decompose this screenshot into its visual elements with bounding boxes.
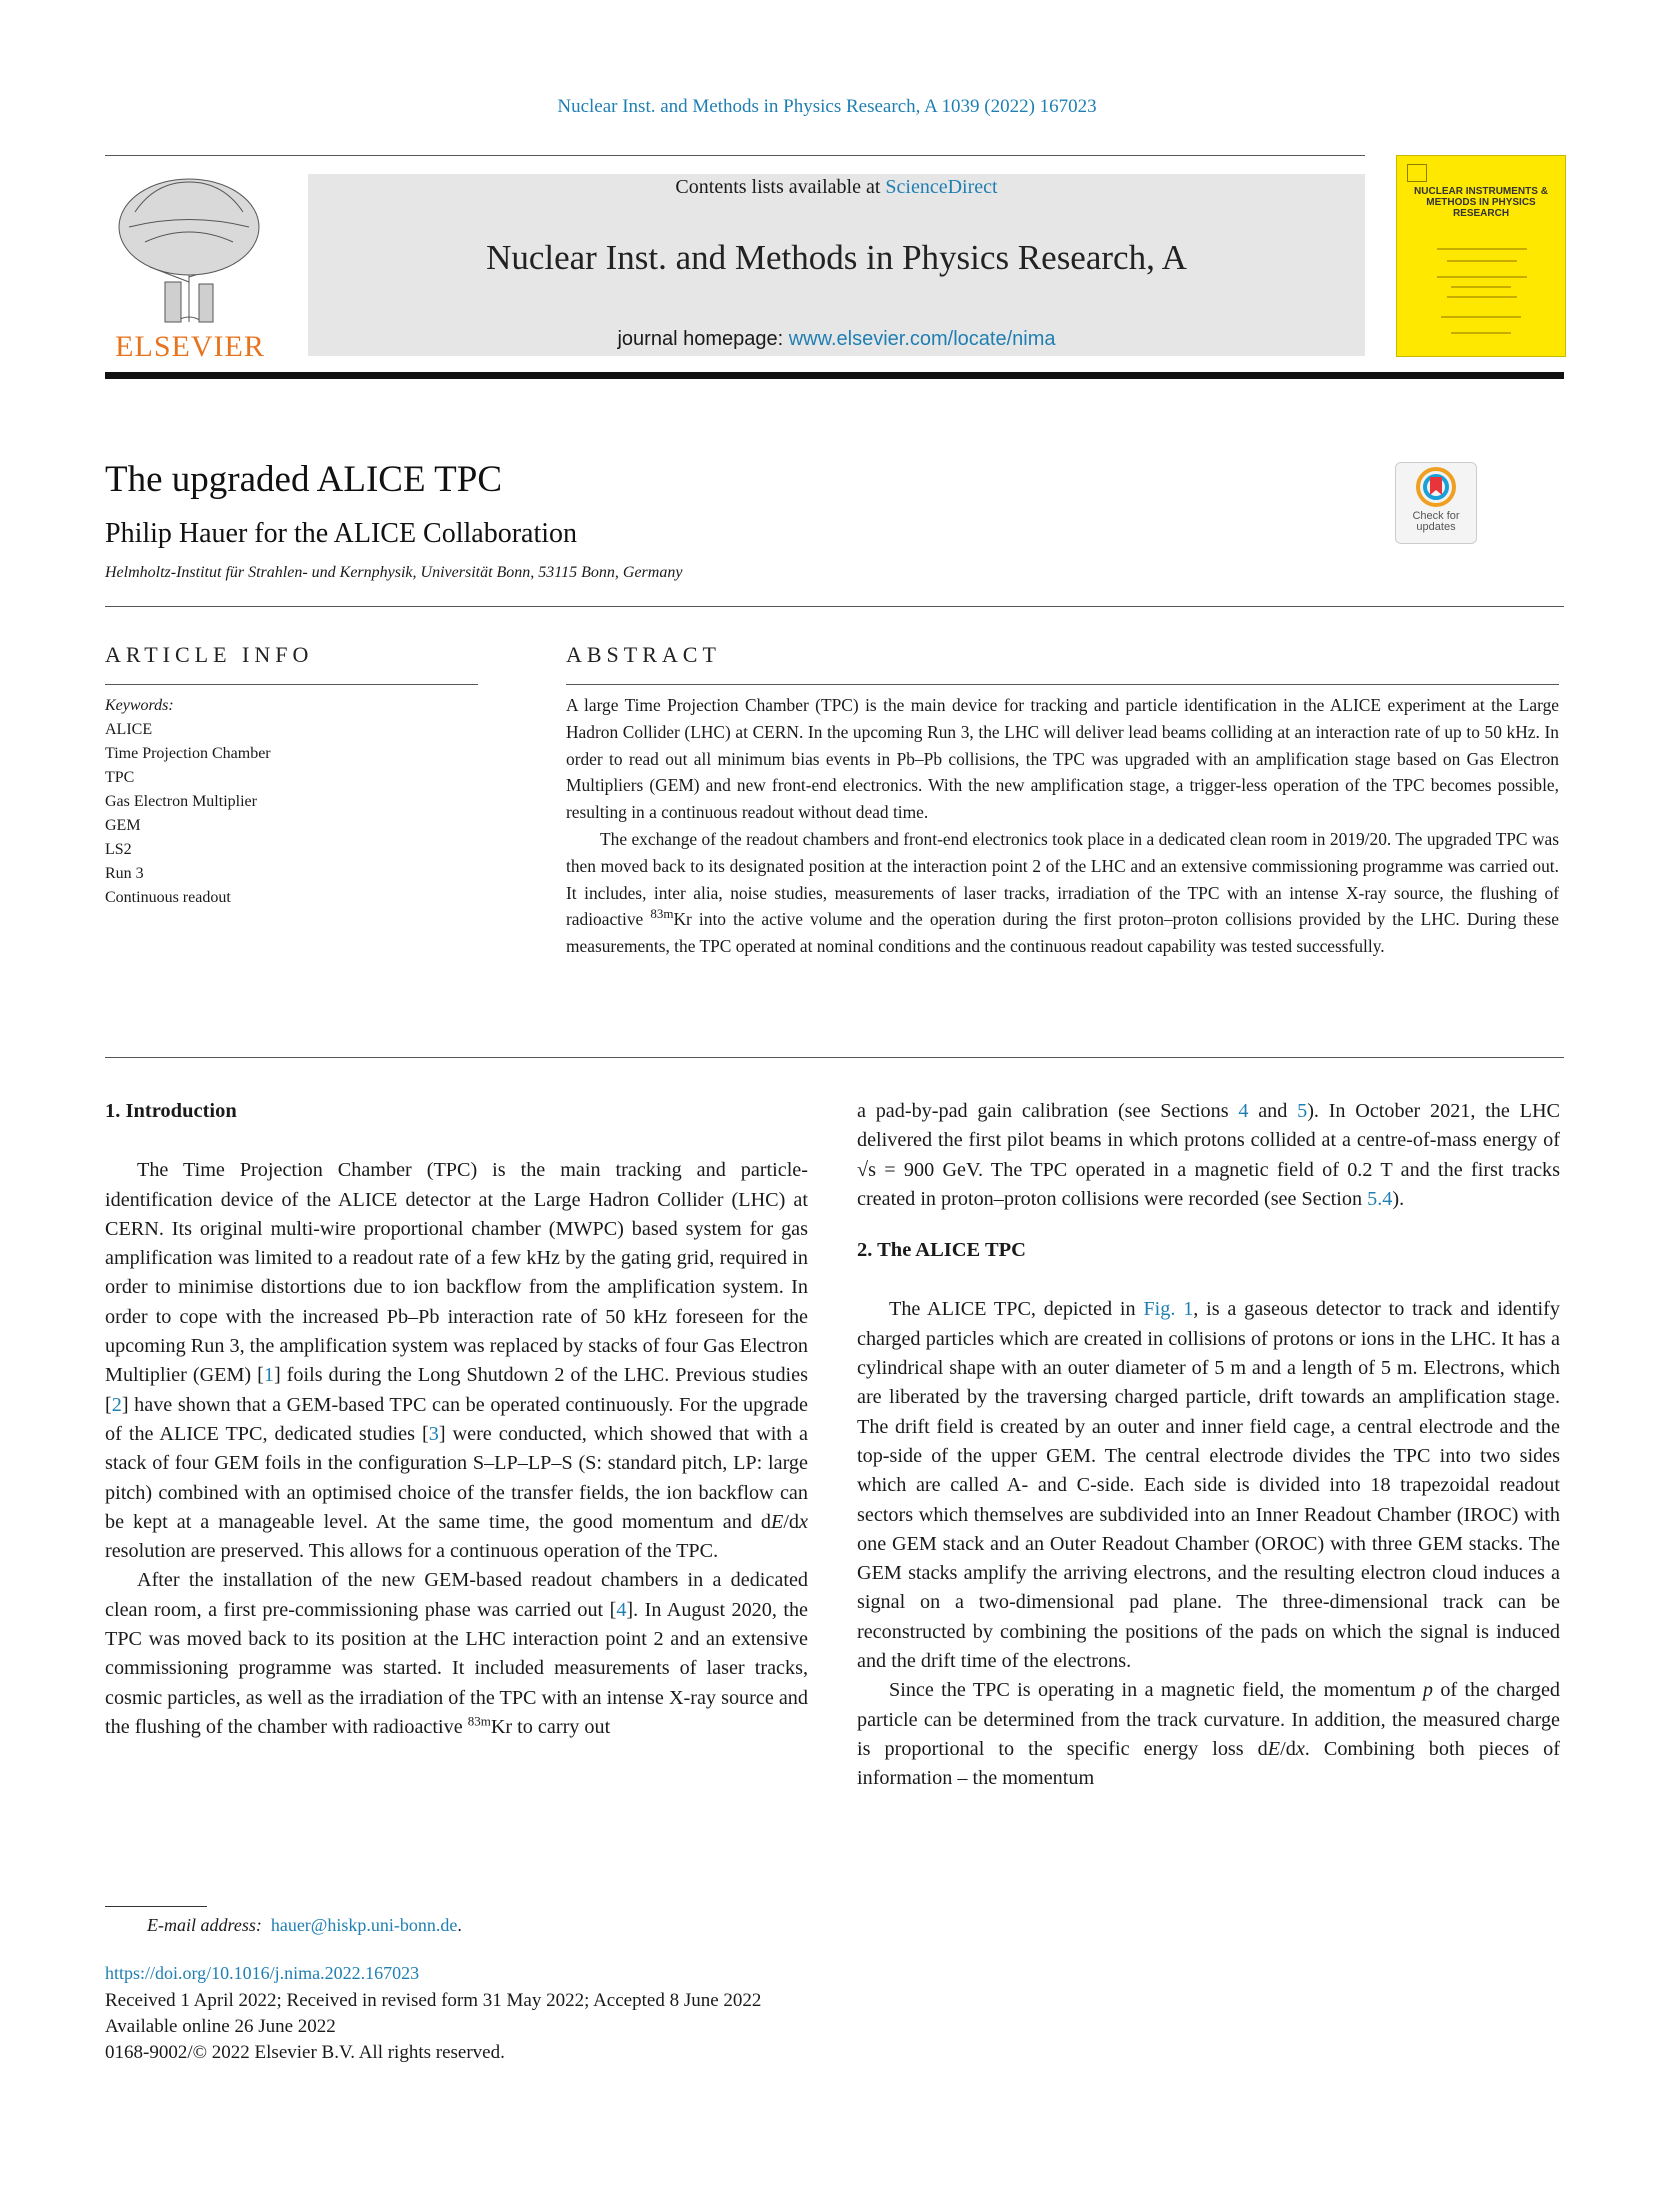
section-heading: 1. Introduction <box>105 1100 237 1122</box>
keywords-block <box>105 694 271 910</box>
math-variable: E <box>770 1510 784 1533</box>
body-column-left <box>105 1097 808 1742</box>
text-run: The ALICE TPC, depicted in <box>889 1298 1144 1321</box>
citation-link[interactable]: 3 <box>428 1422 439 1445</box>
text-run: ] were conducted, which showed that with a stack of four GEM foils in the configuration S–LP–LP–S (S: standard pitch, LP: large pitch) combined with an optimised choice of the transfer fields, the ion backflow can be kept at a manageable level. At the same time, the good momentum and d <box>105 1422 808 1533</box>
keyword-item: Gas Electron Multiplier <box>105 793 257 810</box>
text-run: ] have shown that a GEM-based TPC can be operated continuously. For the upgrade of the ALICE TPC, dedicated studies [ <box>105 1393 808 1445</box>
keyword-item: Run 3 <box>105 865 144 882</box>
section-link[interactable]: 5 <box>1297 1100 1308 1122</box>
text-run: Since the TPC is operating in a magnetic field, the momentum <box>889 1679 1423 1702</box>
section-heading: 2. The ALICE TPC <box>857 1239 1026 1262</box>
body-paragraph <box>857 1676 1560 1793</box>
abstract-heading: ABSTRACT <box>566 642 721 667</box>
math-variable: p <box>1422 1679 1433 1702</box>
article-info-rule <box>105 684 478 685</box>
body-column-right <box>857 1097 1560 1794</box>
text-run: Kr to carry out <box>490 1715 611 1738</box>
math-variable: x <box>1295 1737 1305 1760</box>
text-run: The Time Projection Chamber (TPC) is the main tracking and particle-identification device of the ALICE detector at the Large Hadron Collider (LHC) at CERN. Its original multi-wire proportional chamber (MWPC) based system for gas amplification was limited to a readout rate of a few kHz by the gating grid, required in order to minimise distortions due to ion backflow from the amplification system. In order to cope with the increased Pb–Pb interaction rate of 50 kHz foreseen for the upcoming Run 3, the amplification system was replaced by stacks of four Gas Electron Multiplier (GEM) [ <box>105 1159 809 1387</box>
author-line[interactable]: Philip Hauer for the ALICE Collaboration <box>105 518 578 549</box>
text-run: resolution are preserved. This allows for a continuous operation of the TPC. <box>105 1540 719 1563</box>
section-link[interactable]: 4 <box>1238 1100 1249 1122</box>
cover-line <box>1441 316 1521 318</box>
abstract-text-run: The exchange of the readout chambers and front-end electronics took place in a dedicated clean room in 2019/20. The upgraded TPC was then moved back to its designated position at the interaction point 2 of the LHC and an extensive commissioning programme was carried out. It includes, inter alia, noise studies, measurements of laser tracks, irradiation of the TPC with an intense X-ray source, the flushing of radioactive <box>566 828 1559 930</box>
isotope-superscript: 83m <box>650 906 674 922</box>
keyword-item: Continuous readout <box>105 889 231 906</box>
section-link[interactable]: 5.4 <box>1367 1187 1393 1210</box>
email-footnote <box>147 1915 462 1936</box>
check-updates-label: Check for updates <box>1412 510 1460 533</box>
keyword-item: TPC <box>105 769 135 786</box>
received-dates: Received 1 April 2022; Received in revised form 31 May 2022; Accepted 8 June 2022 <box>105 1990 762 2011</box>
email-link[interactable]: hauer@hiskp.uni-bonn.de <box>270 1915 458 1935</box>
cover-line <box>1451 286 1511 288</box>
available-online: Available online 26 June 2022 <box>105 2016 336 2037</box>
text-run: /d <box>783 1510 800 1533</box>
homepage-line <box>308 328 1365 351</box>
footnote-rule <box>105 1906 207 1907</box>
abstract-rule <box>566 684 1559 685</box>
text-run: a pad-by-pad gain calibration (see Sections <box>857 1100 1239 1122</box>
cover-line <box>1437 248 1527 250</box>
text-run: ]. In August 2020, the TPC was moved back to its position at the LHC interaction point 2 and an extensive commissioning programme was started. It included measurements of laser tracks, cosmic particles, as well as the irradiation of the TPC with an intense X-ray source and the flushing of the chamber with radioactive <box>105 1598 808 1738</box>
cover-line <box>1437 276 1527 278</box>
citation-link[interactable]: 1 <box>263 1364 274 1387</box>
email-end: . <box>457 1915 462 1935</box>
homepage-prefix: journal homepage: <box>617 328 789 350</box>
cover-line <box>1451 332 1511 334</box>
header-thick-rule <box>105 372 1564 379</box>
contents-prefix: Contents lists available at <box>675 176 886 198</box>
text-run: ). In October 2021, the LHC delivered the first pilot beams in which protons collided at a centre-of-mass energy of <box>857 1100 1560 1152</box>
text-run: of the charged particle can be determined from the track curvature. In addition, the measured charge is proportional to the specific energy loss d <box>857 1679 1561 1760</box>
body-paragraph <box>857 1097 1560 1214</box>
cover-line <box>1447 260 1517 262</box>
text-run: . Combining both pieces of information – the momentum <box>857 1737 1560 1790</box>
keyword-item: GEM <box>105 817 141 834</box>
abstract-text <box>566 692 1559 960</box>
cover-title: NUCLEAR INSTRUMENTS & METHODS IN PHYSICS RESEARCH <box>1414 186 1548 219</box>
check-for-updates-badge[interactable] <box>1395 462 1477 544</box>
body-paragraph <box>105 1156 808 1566</box>
abstract-paragraph: A large Time Projection Chamber (TPC) is the main device for tracking and particle identification in the ALICE experiment at the Large Hadron Collider (LHC) at CERN. In the upcoming Run 3, the LHC will deliver lead beams colliding at an interaction rate of up to 50 kHz. In order to read out all minimum bias events in Pb–Pb collisions, the TPC was upgraded with an amplification stage based on Gas Electron Multipliers (GEM) and new front-end electronics. With the new amplification stage, a trigger-less operation of the TPC becomes possible, resulting in a continuous readout without dead time. <box>566 695 1559 823</box>
keywords-label: Keywords: <box>105 697 174 714</box>
article-info-heading: ARTICLE INFO <box>105 642 314 667</box>
affiliation: Helmholtz-Institut für Strahlen- und Kernphysik, Universität Bonn, 53115 Bonn, Germany <box>105 564 683 581</box>
email-label: E-mail address: <box>147 1915 262 1935</box>
text-run: and <box>1248 1100 1298 1122</box>
text-run: . The TPC operated in a magnetic field of 0.2 T and the first tracks created in proton–proton collisions were recorded (see Section <box>857 1158 1560 1210</box>
journal-reference[interactable]: Nuclear Inst. and Methods in Physics Research, A 1039 (2022) 167023 <box>557 96 1097 117</box>
journal-name: Nuclear Inst. and Methods in Physics Research, A <box>486 238 1187 277</box>
keyword-item: Time Projection Chamber <box>105 745 271 762</box>
text-run: ] foils during the Long Shutdown 2 of the LHC. Previous studies [ <box>105 1364 808 1416</box>
title-bottom-rule <box>105 606 1564 607</box>
sciencedirect-link[interactable]: ScienceDirect <box>885 176 998 198</box>
text-run: After the installation of the new GEM-based readout chambers in a dedicated clean room, a first pre-commissioning phase was carried out [ <box>105 1569 808 1621</box>
elsevier-wordmark: ELSEVIER <box>115 330 265 363</box>
text-run: , is a gaseous detector to track and identify charged particles which are created in collisions of protons or ions in the LHC. It has a cylindrical shape with an outer diameter of 5 m and a length of 5 m. Electrons, which are liberated by the traversing charged particle, drift towards an amplification stage. The drift field is created by an outer and inner field cage, a central electrode and the top-side of the upper GEM. The central electrode divides the TPC into two sides which are called A- and C-side. Each side is divided into 18 trapezoidal readout sectors which themselves are subdivided into an Inner Readout Chamber (IROC) with one GEM stack and an Outer Readout Chamber (OROC) with three GEM stacks. The GEM stacks amplify the arriving electrons, and the resulting electron cloud induces a signal on a two-dimensional pad plane. The three-dimensional track can be reconstructed by combining the positions of the pads on which the signal is induced and the drift time of the electrons. <box>857 1298 1560 1673</box>
keyword-item: ALICE <box>105 721 153 738</box>
isotope-superscript: 83m <box>467 1713 491 1729</box>
cover-line <box>1447 296 1517 298</box>
doi-link[interactable]: https://doi.org/10.1016/j.nima.2022.167023 <box>105 1963 420 1983</box>
figure-link[interactable]: Fig. 1 <box>1143 1298 1194 1321</box>
copyright-line: 0168-9002/© 2022 Elsevier B.V. All rights reserved. <box>105 2042 505 2063</box>
abstract-bottom-rule <box>105 1057 1564 1058</box>
homepage-link[interactable]: www.elsevier.com/locate/nima <box>788 328 1056 350</box>
text-run: /d <box>1280 1737 1296 1760</box>
abstract-paragraph <box>566 826 1559 960</box>
keyword-item: LS2 <box>105 841 132 858</box>
cover-logo-icon <box>1407 164 1427 182</box>
text-run: ). <box>1392 1187 1405 1210</box>
contents-line <box>308 176 1365 199</box>
body-paragraph <box>105 1566 808 1742</box>
math-variable: x <box>799 1510 808 1533</box>
body-paragraph <box>857 1295 1560 1676</box>
journal-cover-thumbnail[interactable] <box>1396 155 1566 357</box>
bookmark-ribbon-icon <box>1396 463 1476 511</box>
citation-link[interactable]: 2 <box>111 1393 122 1416</box>
header-top-rule <box>105 155 1365 156</box>
citation-link[interactable]: 4 <box>616 1598 627 1621</box>
math-variable: E <box>1267 1737 1281 1760</box>
abstract-text-run: Kr into the active volume and the operation during the first proton–proton collisions provided by the LHC. During these measurements, the TPC operated at nominal conditions and the continuous readout capability was tested successfully. <box>566 909 1559 957</box>
article-title: The upgraded ALICE TPC <box>105 459 503 500</box>
math-expression: √s = 900 GeV <box>857 1158 978 1181</box>
